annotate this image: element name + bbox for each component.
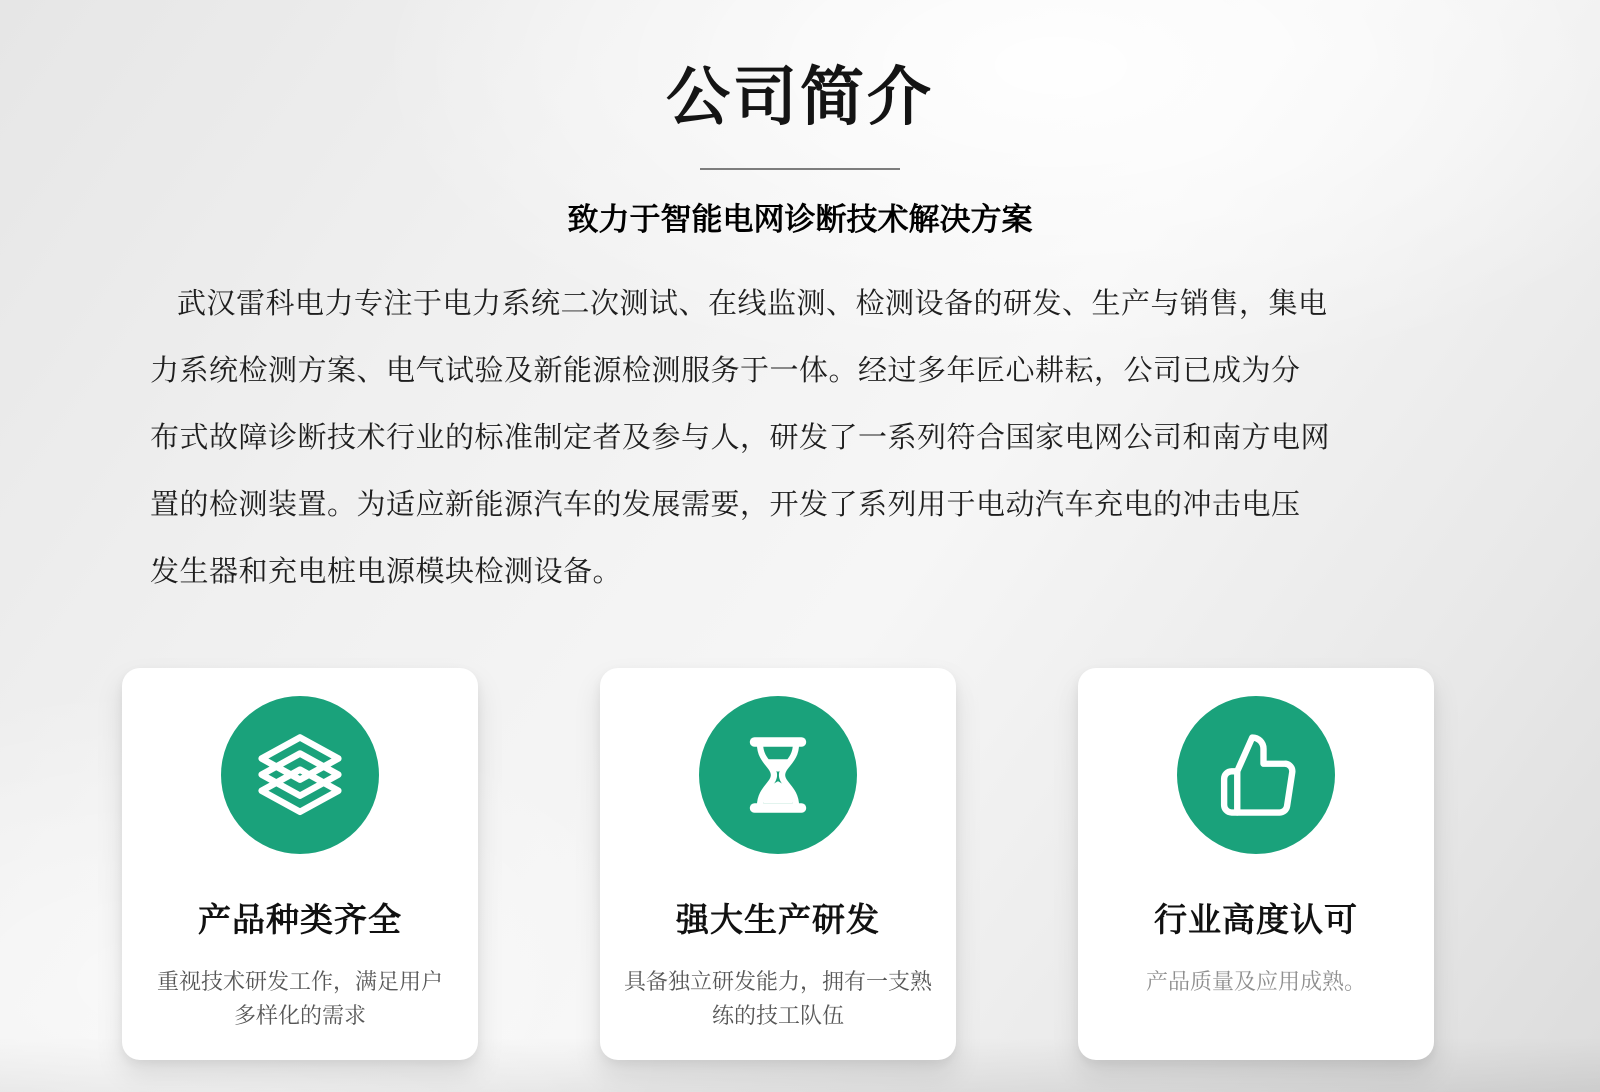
intro-line: 武汉雷科电力专注于电力系统二次测试、在线监测、检测设备的研发、生产与销售，集电 (177, 288, 1328, 320)
card-description-line: 重视技术研发工作，满足用户 (156, 969, 443, 994)
page-title: 公司简介 (666, 61, 934, 133)
title-divider (700, 168, 900, 170)
thumbs-up-icon (1211, 730, 1301, 820)
card-description-line: 练的技工队伍 (711, 1003, 844, 1028)
intro-line: 置的检测装置。为适应新能源汽车的发展需要，开发了系列用于电动汽车充电的冲击电压 (150, 489, 1301, 521)
card-description-line: 具备独立研发能力，拥有一支熟 (623, 969, 932, 994)
card-description-line: 产品质量及应用成熟。 (1145, 969, 1366, 994)
card-title: 强大生产研发 (676, 901, 880, 938)
card-description (1078, 965, 1434, 999)
feature-card-products (122, 668, 478, 1060)
section-header (0, 0, 1600, 239)
icon-circle (1177, 696, 1335, 854)
card-title: 产品种类齐全 (198, 901, 402, 938)
intro-line: 布式故障诊断技术行业的标准制定者及参与人，研发了一系列符合国家电网公司和南方电网 (150, 422, 1331, 454)
card-description-line: 多样化的需求 (233, 1003, 366, 1028)
intro-line: 发生器和充电桩电源模块检测设备。 (150, 556, 623, 588)
card-description (122, 965, 478, 1033)
feature-card-recognition (1078, 668, 1434, 1060)
card-title: 行业高度认可 (1154, 901, 1358, 938)
page-subtitle: 致力于智能电网诊断技术解决方案 (567, 202, 1033, 237)
feature-cards-row (122, 668, 1434, 1060)
icon-circle (221, 696, 379, 854)
icon-circle (699, 696, 857, 854)
company-intro-paragraph (150, 271, 1450, 606)
hourglass-icon (734, 731, 822, 819)
intro-line: 力系统检测方案、电气试验及新能源检测服务于一体。经过多年匠心耕耘，公司已成为分 (150, 355, 1301, 387)
feature-card-production (600, 668, 956, 1060)
layers-icon (254, 729, 346, 821)
card-description (600, 965, 956, 1033)
